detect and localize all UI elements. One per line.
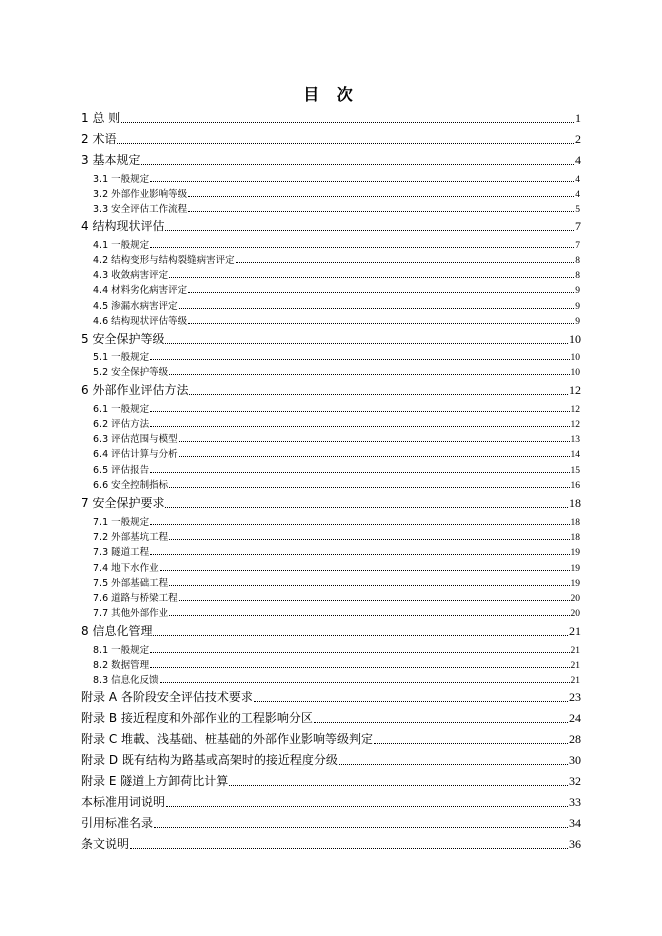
toc-entry-page: 4 — [575, 153, 581, 167]
toc-leader-dots — [117, 142, 574, 144]
toc-entry — [81, 130, 581, 147]
toc-entry-page: 10 — [570, 353, 580, 363]
toc-entry-label: 8.2 数据管理 — [93, 660, 150, 671]
toc-leader-dots — [179, 440, 570, 442]
toc-entry — [93, 477, 580, 491]
toc-leader-dots — [165, 506, 568, 508]
toc-entry — [81, 814, 581, 831]
toc-entry — [93, 364, 580, 378]
toc-entry-page: 33 — [569, 795, 581, 809]
toc-entry-label: 3 基本规定 — [81, 153, 141, 167]
toc-entry — [81, 217, 581, 234]
toc-leader-dots — [169, 373, 569, 375]
toc-leader-dots — [169, 276, 574, 278]
toc-leader-dots — [165, 229, 574, 231]
toc-entry-label: 1 总 则 — [81, 111, 121, 125]
toc-entry — [93, 605, 580, 619]
toc-entry-label: 3.2 外部作业影响等级 — [93, 189, 188, 200]
toc-entry-page: 18 — [570, 518, 580, 528]
toc-entry-page: 21 — [570, 646, 580, 656]
toc-leader-dots — [130, 847, 568, 849]
toc-entry-page: 5 — [575, 205, 580, 215]
toc-leader-dots — [374, 742, 568, 744]
toc-entry-page: 24 — [569, 711, 581, 725]
toc-entry-page: 9 — [575, 317, 580, 327]
toc-entry-label: 7.7 其他外部作业 — [93, 608, 169, 619]
toc-entry — [93, 446, 580, 460]
toc-entry-page: 9 — [575, 286, 580, 296]
toc-entry-label: 6.2 评估方法 — [93, 419, 150, 430]
toc-entry-label: 6.1 一般规定 — [93, 404, 150, 415]
toc-leader-dots — [188, 210, 574, 212]
toc-entry-page: 20 — [570, 594, 580, 604]
toc-leader-dots — [160, 569, 570, 571]
toc-leader-dots — [236, 261, 575, 263]
toc-entry — [93, 298, 580, 312]
toc-entry-page: 12 — [570, 420, 580, 430]
toc-entry-label: 4.5 渗漏水病害评定 — [93, 301, 178, 312]
toc-entry-label: 附录 B 接近程度和外部作业的工程影响分区 — [81, 711, 313, 725]
toc-leader-dots — [150, 180, 574, 182]
toc-entry-page: 12 — [570, 405, 580, 415]
toc-entry — [93, 514, 580, 528]
toc-entry — [93, 186, 580, 200]
toc-entry — [81, 772, 581, 789]
toc-entry — [93, 416, 580, 430]
toc-leader-dots — [188, 291, 574, 293]
toc-entry-page: 28 — [569, 732, 581, 746]
toc-leader-dots — [179, 599, 570, 601]
toc-entry — [81, 709, 581, 726]
toc-entry — [93, 267, 580, 281]
toc-entry-page: 21 — [570, 676, 580, 686]
toc-entry-label: 7.1 一般规定 — [93, 517, 150, 528]
toc-entry-page: 7 — [575, 219, 581, 233]
toc-entry — [81, 835, 581, 852]
toc-entry-page: 34 — [569, 816, 581, 830]
toc-leader-dots — [150, 666, 569, 668]
toc-leader-dots — [150, 523, 569, 525]
toc-entry — [81, 688, 581, 705]
toc-entry-label: 6 外部作业评估方法 — [81, 383, 189, 397]
toc-entry-label: 6.4 评估计算与分析 — [93, 449, 178, 460]
toc-leader-dots — [160, 681, 570, 683]
toc-leader-dots — [150, 410, 569, 412]
toc-entry-label: 7 安全保护要求 — [81, 496, 165, 510]
toc-entry-page: 7 — [575, 241, 580, 251]
toc-entry-page: 4 — [575, 190, 580, 200]
toc-entry-label: 8.3 信息化反馈 — [93, 675, 159, 686]
toc-leader-dots — [189, 393, 568, 395]
toc-entry-page: 21 — [570, 661, 580, 671]
toc-entry-page: 23 — [569, 690, 581, 704]
toc-leader-dots — [150, 425, 569, 427]
toc-entry-page: 13 — [570, 435, 580, 445]
toc-entry-page: 12 — [569, 383, 581, 397]
toc-leader-dots — [179, 455, 570, 457]
page-title: 目 次 — [303, 85, 359, 104]
toc-entry — [93, 560, 580, 574]
toc-entry-page: 19 — [570, 579, 580, 589]
toc-entry-label: 附录 E 隧道上方卸荷比计算 — [81, 774, 229, 788]
toc-leader-dots — [150, 246, 574, 248]
toc-entry-label: 4.4 材料劣化病害评定 — [93, 285, 188, 296]
toc-leader-dots — [150, 358, 569, 360]
toc-entry-page: 4 — [575, 175, 580, 185]
toc-entry — [93, 462, 580, 476]
toc-entry-page: 8 — [575, 256, 580, 266]
toc-entry — [93, 642, 580, 656]
toc-entry-label: 2 术语 — [81, 132, 117, 146]
toc-leader-dots — [314, 721, 568, 723]
toc-leader-dots — [188, 195, 574, 197]
toc-entry — [93, 349, 580, 363]
toc-leader-dots — [169, 538, 569, 540]
toc-entry-label: 6.6 安全控制指标 — [93, 480, 169, 491]
toc-entry — [81, 151, 581, 168]
toc-entry-page: 36 — [569, 837, 581, 851]
toc-entry-page: 18 — [569, 496, 581, 510]
toc-entry — [93, 431, 580, 445]
toc-leader-dots — [339, 763, 568, 765]
toc-entry-page: 10 — [569, 332, 581, 346]
toc-entry-page: 20 — [570, 609, 580, 619]
toc-entry-label: 附录 C 堆載、浅基础、桩基础的外部作业影响等级判定 — [81, 732, 374, 746]
toc-leader-dots — [166, 805, 568, 807]
toc-entry-label: 5.2 安全保护等级 — [93, 367, 169, 378]
toc-entry-page: 2 — [575, 132, 581, 146]
toc-entry — [81, 622, 581, 639]
toc-entry — [93, 201, 580, 215]
toc-entry — [81, 793, 581, 810]
toc-entry-label: 附录 A 各阶段安全评估技术要求 — [81, 690, 253, 704]
toc-entry — [93, 171, 580, 185]
toc-entry-page: 10 — [570, 368, 580, 378]
toc-entry — [93, 672, 580, 686]
toc-leader-dots — [169, 486, 569, 488]
toc-entry-label: 8.1 一般规定 — [93, 645, 150, 656]
toc-entry-label: 6.5 评估报告 — [93, 465, 150, 476]
toc-entry-label: 4.3 收敛病害评定 — [93, 270, 169, 281]
toc-entry-label: 4 结构现状评估 — [81, 219, 165, 233]
toc-entry-page: 19 — [570, 564, 580, 574]
toc-leader-dots — [153, 634, 568, 636]
toc-entry-label: 7.2 外部基坑工程 — [93, 532, 169, 543]
toc-entry — [81, 381, 581, 398]
toc-entry-label: 本标准用词说明 — [81, 795, 166, 809]
toc-entry — [93, 544, 580, 558]
toc-entry-label: 7.3 隧道工程 — [93, 547, 150, 558]
toc-entry — [93, 590, 580, 604]
toc-leader-dots — [150, 471, 569, 473]
toc-entry-label: 4.1 一般规定 — [93, 240, 150, 251]
toc-entry-label: 5 安全保护等级 — [81, 332, 165, 346]
toc-entry — [93, 282, 580, 296]
toc-leader-dots — [169, 614, 569, 616]
toc-entry — [93, 529, 580, 543]
toc-entry — [93, 313, 580, 327]
toc-entry-label: 4.6 结构现状评估等级 — [93, 316, 188, 327]
toc-leader-dots — [179, 307, 575, 309]
toc-entry — [81, 730, 581, 747]
toc-leader-dots — [150, 651, 569, 653]
toc-entry-label: 3.1 一般规定 — [93, 174, 150, 185]
toc-leader-dots — [229, 784, 568, 786]
toc-leader-dots — [188, 322, 574, 324]
toc-entry-page: 14 — [570, 450, 580, 460]
toc-entry-label: 引用标准名录 — [81, 816, 154, 830]
toc-entry — [81, 494, 581, 511]
toc-entry — [93, 252, 580, 266]
toc-entry-page: 8 — [575, 271, 580, 281]
toc-entry — [81, 751, 581, 768]
toc-entry — [93, 575, 580, 589]
toc-entry — [93, 657, 580, 671]
toc-entry — [81, 330, 581, 347]
toc-leader-dots — [165, 342, 568, 344]
toc-entry — [81, 109, 581, 126]
toc-entry-label: 附录 D 既有结构为路基或高架时的接近程度分级 — [81, 753, 338, 767]
toc-entry-label: 3.3 安全评估工作流程 — [93, 204, 188, 215]
toc-leader-dots — [150, 553, 569, 555]
toc-entry-page: 32 — [569, 774, 581, 788]
toc-leader-dots — [141, 163, 574, 165]
toc-entry-page: 16 — [570, 481, 580, 491]
toc-entry-label: 4.2 结构变形与结构裂缝病害评定 — [93, 255, 235, 266]
toc-entry-page: 30 — [569, 753, 581, 767]
toc-entry-label: 5.1 一般规定 — [93, 352, 150, 363]
toc-entry-label: 条文说明 — [81, 837, 130, 851]
toc-entry — [93, 237, 580, 251]
toc-entry-page: 19 — [570, 548, 580, 558]
toc-leader-dots — [254, 700, 568, 702]
toc-entry-label: 8 信息化管理 — [81, 624, 153, 638]
toc-entry — [93, 401, 580, 415]
toc-entry-label: 7.5 外部基础工程 — [93, 578, 169, 589]
toc-entry-page: 18 — [570, 533, 580, 543]
toc-entry-page: 21 — [569, 624, 581, 638]
toc-entry-page: 1 — [575, 111, 581, 125]
toc-entry-label: 6.3 评估范围与模型 — [93, 434, 178, 445]
toc-entry-page: 9 — [575, 302, 580, 312]
toc-entry-page: 15 — [570, 466, 580, 476]
toc-entry-label: 7.6 道路与桥梁工程 — [93, 593, 178, 604]
toc-entry-label: 7.4 地下水作业 — [93, 563, 159, 574]
toc-leader-dots — [169, 584, 569, 586]
toc-leader-dots — [154, 826, 568, 828]
toc-leader-dots — [121, 121, 574, 123]
